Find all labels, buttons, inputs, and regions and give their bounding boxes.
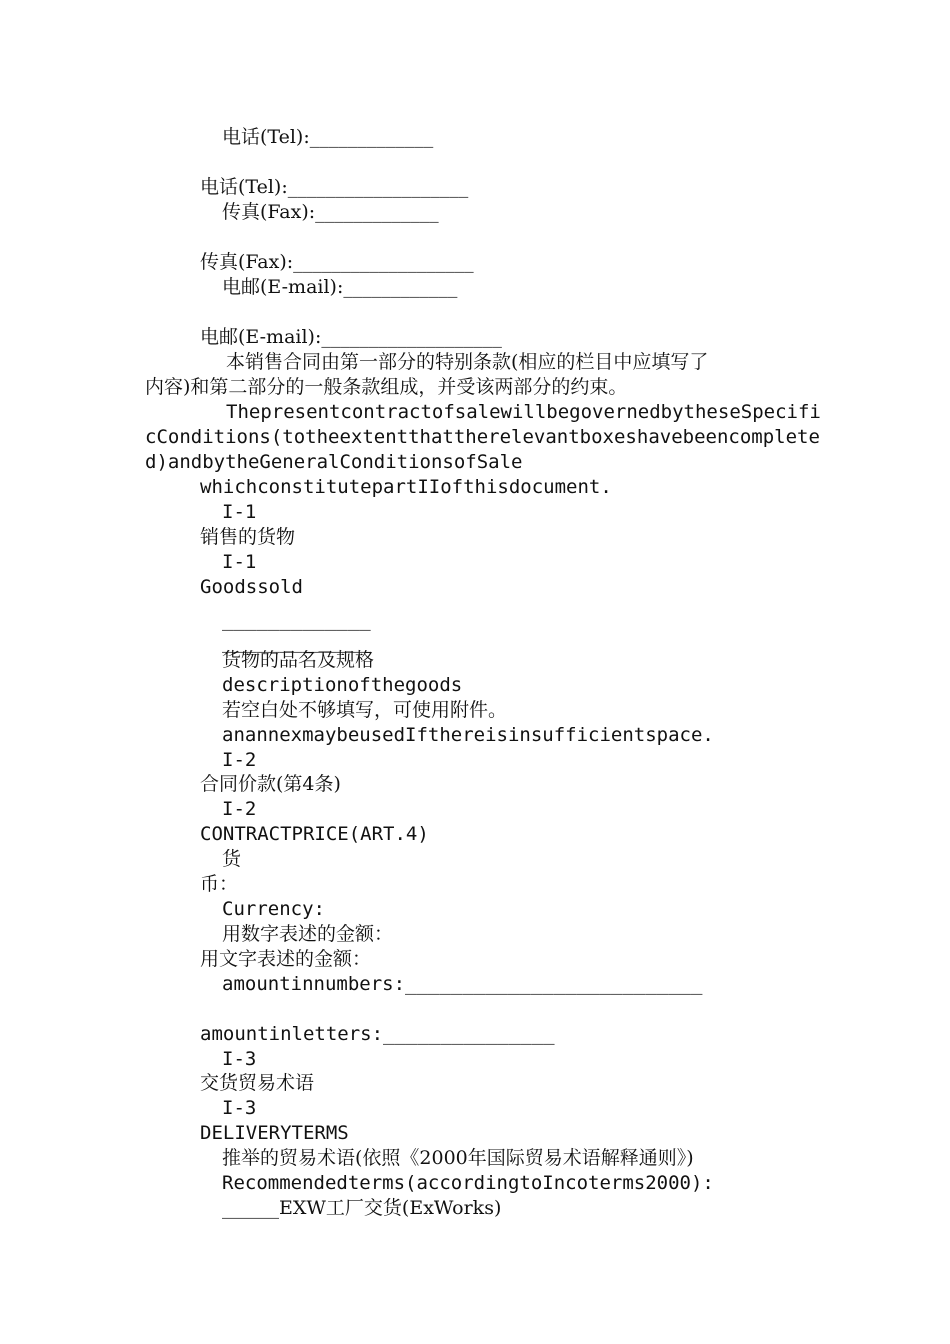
intro-english-1: ThepresentcontractofsalewillbegovernedbytheseSpecifi xyxy=(226,401,821,423)
amount-numbers-label: 用数字表述的金额： xyxy=(222,923,394,945)
tel-line-2: 电话(Tel):___________________ xyxy=(200,176,469,198)
currency-label-en: Currency: xyxy=(222,898,325,920)
section-number: I-3 xyxy=(222,1048,257,1070)
section-number: I-1 xyxy=(222,551,257,573)
intro-english-2: cConditions(totheextentthattherelevantboxeshavebeencomplete xyxy=(145,426,820,448)
fax-line-1: 传真(Fax):_____________ xyxy=(222,201,439,223)
amount-letters-label: 用文字表述的金额： xyxy=(200,948,372,970)
amount-letters-field: amountinletters:_______________ xyxy=(200,1023,555,1045)
annex-note-en: anannexmaybeusedIfthereisinsufficientspace. xyxy=(222,724,714,746)
section-number: I-1 xyxy=(222,501,257,523)
exw-option: ______EXW工厂交货(ExWorks) xyxy=(222,1197,502,1219)
currency-label-1: 货 xyxy=(222,848,242,870)
section-title: DELIVERYTERMS xyxy=(200,1122,349,1144)
intro-english-3: d)andbytheGeneralConditionsofSale xyxy=(145,451,523,473)
section-title: 合同价款(第4条) xyxy=(200,773,341,795)
section-number: I-3 xyxy=(222,1097,257,1119)
annex-note: 若空白处不够填写，可使用附件。 xyxy=(222,699,508,721)
section-number: I-2 xyxy=(222,749,257,771)
section-number: I-2 xyxy=(222,798,257,820)
section-title: CONTRACTPRICE(ART.4) xyxy=(200,823,429,845)
intro-english-4: whichconstitutepartIIofthisdocument. xyxy=(200,476,612,498)
amount-numbers-field: amountinnumbers:__________________________ xyxy=(222,973,703,995)
section-title: 交货贸易术语 xyxy=(200,1072,315,1094)
intro-chinese-1: 本销售合同由第一部分的特别条款(相应的栏目中应填写了 xyxy=(226,351,709,373)
email-line-1: 电邮(E-mail):____________ xyxy=(222,276,458,298)
tel-line-1: 电话(Tel):_____________ xyxy=(222,126,434,148)
fax-line-2: 传真(Fax):___________________ xyxy=(200,251,474,273)
goods-description-label: 货物的品名及规格 xyxy=(222,649,375,671)
currency-label-2: 币： xyxy=(200,873,239,895)
recommended-terms-label: 推举的贸易术语(依照《2000年国际贸易术语解释通则》) xyxy=(222,1147,694,1169)
blank-line: _____________ xyxy=(222,631,371,653)
recommended-terms-label-en: Recommendedterms(accordingtoIncoterms2000): xyxy=(222,1172,714,1194)
section-title: Goodssold xyxy=(200,576,303,598)
goods-description-label-en: descriptionofthegoods xyxy=(222,674,463,696)
intro-chinese-2: 内容)和第二部分的一般条款组成，并受该两部分的约束。 xyxy=(145,376,628,398)
blank-line: _____________ xyxy=(222,609,371,631)
section-title: 销售的货物 xyxy=(200,526,296,548)
email-line-2: 电邮(E-mail):___________________ xyxy=(200,326,502,348)
